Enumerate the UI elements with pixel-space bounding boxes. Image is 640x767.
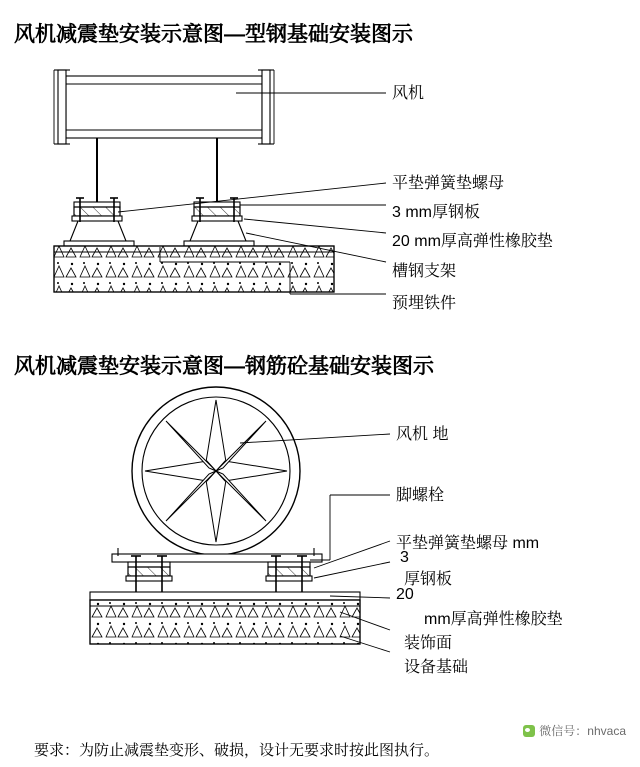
label-steel-plate-bottom: 厚钢板 (404, 571, 453, 588)
label-steel-plate-thickness: 3 (400, 549, 409, 566)
requirement-note: 要求：为防止减震垫变形、破损，设计无要求时按此图执行。 (34, 742, 440, 759)
label-fan: 风机 (392, 85, 425, 102)
label-foot-bolt: 脚螺栓 (396, 487, 445, 504)
label-washer-spring-nut-bottom: 平垫弹簧垫螺母 mm (396, 535, 540, 552)
label-steel-plate: 3 mm厚钢板 (392, 204, 481, 221)
label-rubber-pad: 20 mm厚高弹性橡胶垫 (392, 233, 553, 250)
label-rubber-thickness: 20 (396, 586, 414, 603)
watermark (523, 722, 626, 739)
bottom-diagram-title: 风机减震垫安装示意图—钢筋砼基础安装图示 (14, 355, 434, 378)
label-fan-ground: 风机 地 (396, 426, 449, 443)
label-equipment-foundation: 设备基础 (404, 659, 469, 676)
label-washer-spring-nut: 平垫弹簧垫螺母 (392, 175, 505, 192)
label-channel-steel-bracket: 槽钢支架 (392, 263, 457, 280)
label-embedded-iron: 预埋铁件 (392, 295, 457, 312)
label-finish-surface: 装饰面 (404, 635, 453, 652)
watermark-text: 微信号：nhvaca (539, 724, 626, 738)
label-rubber-pad-bottom: mm厚高弹性橡胶垫 (424, 611, 563, 628)
top-diagram-title: 风机减震垫安装示意图—型钢基础安装图示 (14, 23, 413, 46)
wechat-icon (523, 725, 535, 737)
